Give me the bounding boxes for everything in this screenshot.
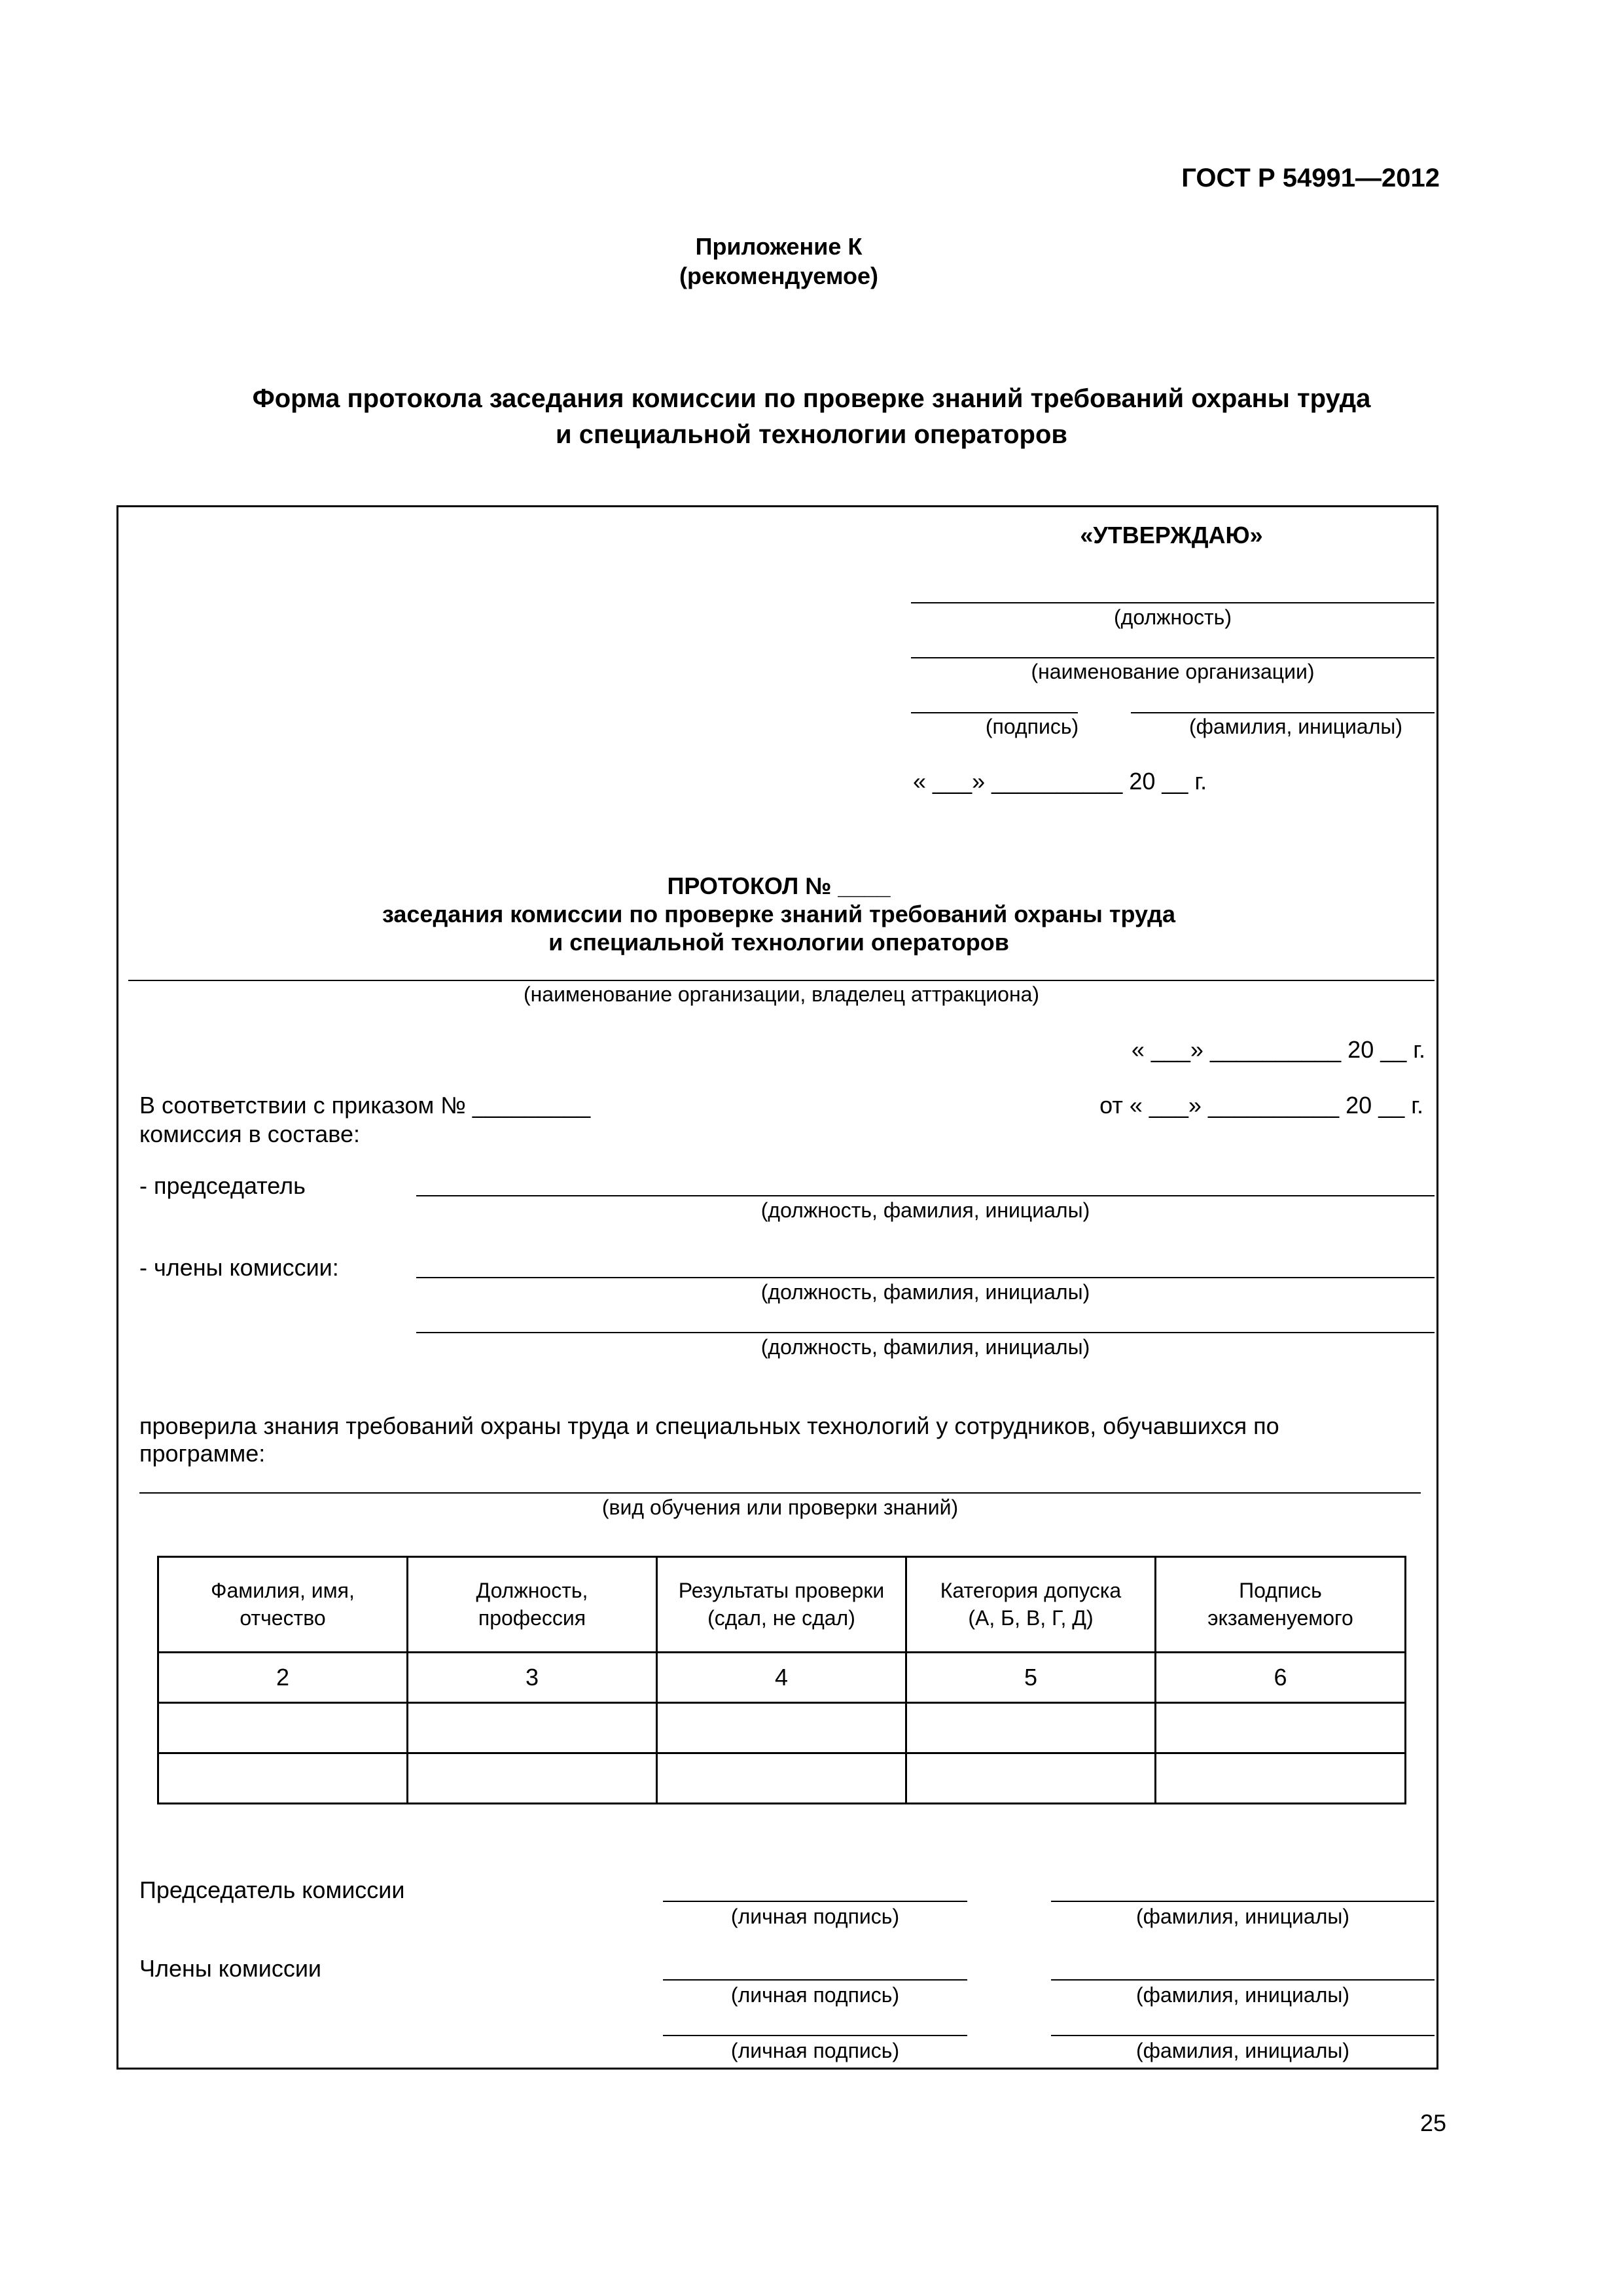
table-number-row bbox=[158, 1653, 1406, 1703]
column-number: 3 bbox=[408, 1653, 657, 1703]
approval-date: « ___» __________ 20 __ г. bbox=[913, 768, 1207, 795]
column-header-line: (А, Б, В, Г, Д) bbox=[968, 1605, 1094, 1630]
member2-signature-caption: (личная подпись) bbox=[730, 2039, 900, 2062]
name-line bbox=[1131, 712, 1435, 713]
column-header-line: (сдал, не сдал) bbox=[707, 1605, 855, 1630]
form-title-line1: Форма протокола заседания комиссии по проверке знаний требований охраны труда bbox=[252, 384, 1371, 413]
column-header-line: Фамилия, имя, bbox=[211, 1578, 355, 1602]
column-header-category bbox=[906, 1557, 1156, 1653]
organization-caption: (наименование организации) bbox=[1031, 660, 1315, 683]
order-text: В соответствии с приказом № _________ bbox=[139, 1092, 591, 1119]
column-number: 5 bbox=[906, 1653, 1156, 1703]
column-number: 2 bbox=[158, 1653, 408, 1703]
chairman-signature-line bbox=[663, 1901, 967, 1902]
standard-code: ГОСТ Р 54991—2012 bbox=[1181, 164, 1440, 192]
member-caption-2: (должность, фамилия, инициалы) bbox=[760, 1335, 1090, 1359]
member-caption-1: (должность, фамилия, инициалы) bbox=[760, 1280, 1090, 1304]
table-cell[interactable] bbox=[657, 1753, 906, 1804]
table-cell[interactable] bbox=[408, 1703, 657, 1753]
column-header-line: Должность, bbox=[476, 1578, 588, 1602]
page-number: 25 bbox=[1419, 2109, 1446, 2136]
column-header-position bbox=[408, 1557, 657, 1653]
protocol-subtitle-line2: и специальной технологии операторов bbox=[548, 929, 1009, 956]
member2-signature-line bbox=[663, 2035, 967, 2036]
checked-text-line2: программе: bbox=[139, 1440, 266, 1467]
name-caption: (фамилия, инициалы) bbox=[1188, 715, 1403, 738]
column-header-name bbox=[158, 1557, 408, 1653]
training-line bbox=[139, 1492, 1421, 1494]
annex-status: (рекомендуемое) bbox=[679, 262, 878, 289]
column-number: 4 bbox=[657, 1653, 906, 1703]
table-row bbox=[158, 1703, 1406, 1753]
column-header-signature bbox=[1156, 1557, 1406, 1653]
form-title-line2: и специальной технологии операторов bbox=[556, 420, 1067, 449]
table-cell[interactable] bbox=[657, 1703, 906, 1753]
column-header-results bbox=[657, 1557, 906, 1653]
protocol-subtitle-line1: заседания комиссии по проверке знаний требований охраны труда bbox=[382, 901, 1176, 927]
table-cell[interactable] bbox=[408, 1753, 657, 1804]
table-cell[interactable] bbox=[1156, 1753, 1406, 1804]
org-caption: (наименование организации, владелец аттракциона) bbox=[523, 982, 1040, 1006]
table-cell[interactable] bbox=[1156, 1703, 1406, 1753]
chairman-signature-label: Председатель комиссии bbox=[139, 1876, 405, 1903]
chairman-name-caption: (фамилия, инициалы) bbox=[1135, 1905, 1350, 1928]
column-header-line: экзаменуемого bbox=[1207, 1605, 1353, 1630]
table-header-row bbox=[158, 1557, 1406, 1653]
signature-caption: (подпись) bbox=[985, 715, 1079, 738]
position-line bbox=[911, 602, 1435, 603]
results-table bbox=[157, 1556, 1406, 1804]
column-header-line: Категория допуска bbox=[940, 1578, 1122, 1602]
member2-name-caption: (фамилия, инициалы) bbox=[1135, 2039, 1350, 2062]
signature-line bbox=[911, 712, 1078, 713]
member1-name-caption: (фамилия, инициалы) bbox=[1135, 1983, 1350, 2007]
checked-text-line1: проверила знания требований охраны труда и специальных технологий у сотрудников, обучавшихся по bbox=[139, 1412, 1279, 1439]
chairman-signature-caption: (личная подпись) bbox=[730, 1905, 900, 1928]
table-cell[interactable] bbox=[158, 1753, 408, 1804]
protocol-date: « ___» __________ 20 __ г. bbox=[1131, 1036, 1425, 1063]
members-label: - члены комиссии: bbox=[139, 1254, 339, 1281]
chairman-name-line bbox=[1051, 1901, 1435, 1902]
annex-title: Приложение К bbox=[695, 233, 863, 260]
member1-signature-caption: (личная подпись) bbox=[730, 1983, 900, 2007]
position-caption: (должность) bbox=[1114, 605, 1232, 629]
org-line bbox=[128, 980, 1435, 981]
protocol-title: ПРОТОКОЛ № ____ bbox=[667, 872, 891, 899]
member-line-2 bbox=[416, 1332, 1435, 1333]
training-caption: (вид обучения или проверки знаний) bbox=[601, 1496, 959, 1519]
member2-name-line bbox=[1051, 2035, 1435, 2036]
member-line-1 bbox=[416, 1277, 1435, 1278]
organization-line bbox=[911, 657, 1435, 658]
column-number: 6 bbox=[1156, 1653, 1406, 1703]
column-header-line: Подпись bbox=[1239, 1578, 1322, 1602]
member1-name-line bbox=[1051, 1979, 1435, 1981]
chairman-line bbox=[416, 1195, 1435, 1196]
order-date: от « ___» __________ 20 __ г. bbox=[1099, 1092, 1423, 1119]
table-cell[interactable] bbox=[906, 1753, 1156, 1804]
composition-text: комиссия в составе: bbox=[139, 1121, 361, 1147]
chairman-label: - председатель bbox=[139, 1172, 306, 1199]
table-cell[interactable] bbox=[158, 1703, 408, 1753]
member1-signature-line bbox=[663, 1979, 967, 1981]
column-header-line: профессия bbox=[478, 1605, 586, 1630]
members-signature-label: Члены комиссии bbox=[139, 1955, 322, 1982]
approval-heading: «УТВЕРЖДАЮ» bbox=[1080, 522, 1263, 548]
chairman-caption: (должность, фамилия, инициалы) bbox=[760, 1198, 1090, 1222]
table-cell[interactable] bbox=[906, 1703, 1156, 1753]
table-row bbox=[158, 1753, 1406, 1804]
column-header-line: Результаты проверки bbox=[678, 1578, 885, 1602]
column-header-line: отчество bbox=[240, 1605, 326, 1630]
